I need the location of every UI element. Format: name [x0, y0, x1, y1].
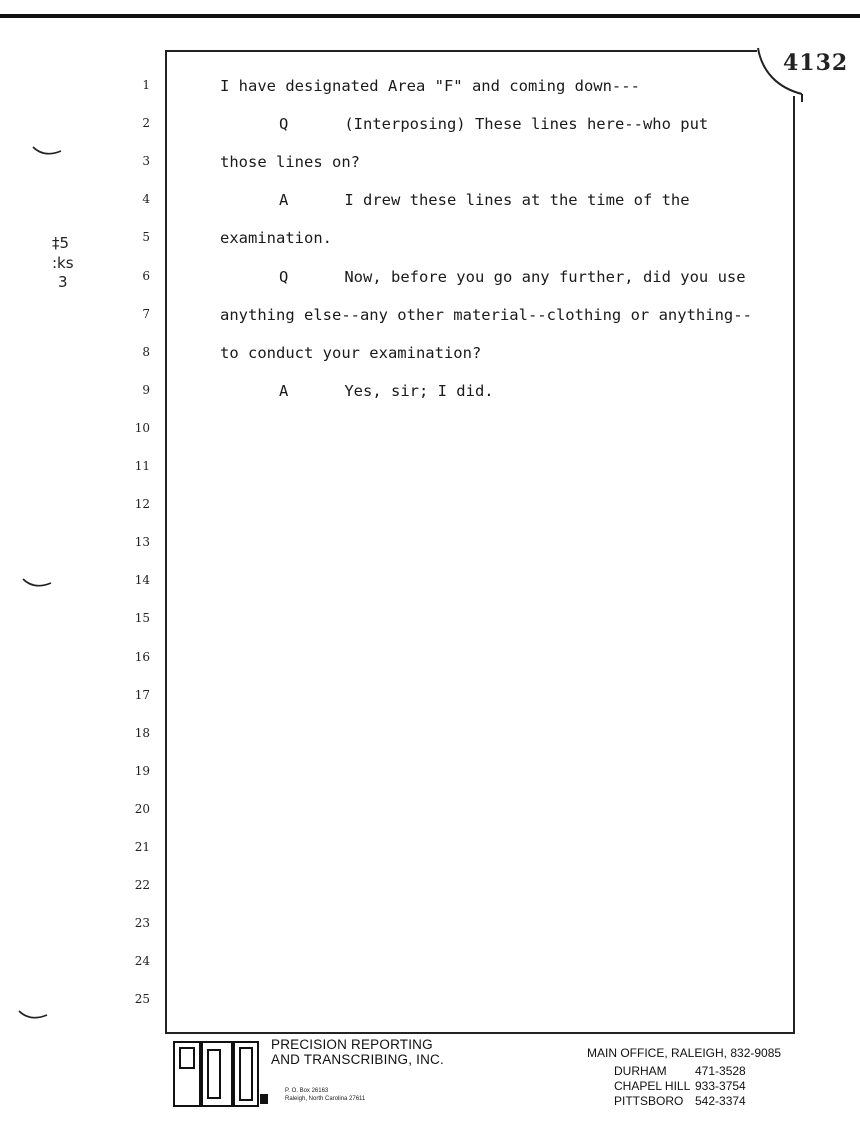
punch-hole-mark-top [32, 146, 62, 158]
margin-note-1: ‡5 [52, 234, 70, 252]
transcript-line: Q Now, before you go any further, did you use [279, 268, 746, 286]
line-number: 3 [142, 154, 150, 168]
line-number: 22 [134, 878, 150, 892]
transcript-line: Q (Interposing) These lines here--who put [279, 115, 709, 133]
margin-note-2: :ks [52, 254, 74, 272]
po-box: P. O. Box 26163 [285, 1088, 329, 1094]
line-number: 15 [134, 611, 150, 625]
line-number: 7 [142, 307, 150, 321]
office-city-1: DURHAM [614, 1064, 667, 1078]
main-office: MAIN OFFICE, RALEIGH, 832-9085 [587, 1046, 782, 1060]
line-number: 14 [134, 573, 150, 587]
page-number: 4132 [783, 50, 849, 76]
pt-logo [172, 1038, 270, 1108]
line-number: 24 [134, 954, 150, 968]
line-number: 5 [142, 230, 150, 244]
line-number: 6 [142, 269, 150, 283]
company-city: Raleigh, North Carolina 27611 [285, 1096, 366, 1102]
line-number: 4 [142, 192, 150, 206]
line-number: 8 [142, 345, 150, 359]
margin-note-3: 3 [58, 273, 68, 291]
line-number: 16 [134, 650, 150, 664]
transcript-line: A Yes, sir; I did. [279, 382, 494, 400]
office-phone-1: 471-3528 [695, 1064, 746, 1078]
line-number: 21 [134, 840, 150, 854]
top-rule [0, 14, 860, 18]
transcript-line: to conduct your examination? [220, 344, 482, 362]
line-number: 19 [134, 764, 150, 778]
transcript-line: anything else--any other material--clothing or anything-- [220, 306, 752, 324]
line-number: 1 [142, 78, 150, 92]
transcript-line: I have designated Area "F" and coming down--- [220, 77, 640, 95]
office-city-2: CHAPEL HILL [614, 1079, 691, 1093]
transcript-line: A I drew these lines at the time of the [279, 191, 690, 209]
line-number: 12 [134, 497, 150, 511]
line-number: 23 [134, 916, 150, 930]
transcript-line: those lines on? [220, 153, 360, 171]
transcript-line: examination. [220, 229, 332, 247]
office-city-3: PITTSBORO [614, 1094, 684, 1108]
line-number: 13 [134, 535, 150, 549]
line-number: 11 [134, 459, 150, 473]
punch-hole-mark-middle [22, 578, 52, 590]
punch-hole-mark-bottom [18, 1010, 48, 1022]
line-number: 25 [134, 992, 150, 1006]
line-number: 10 [134, 421, 150, 435]
line-number: 20 [134, 802, 150, 816]
line-number: 9 [142, 383, 150, 397]
office-phone-3: 542-3374 [695, 1094, 746, 1108]
company-name-line1: PRECISION REPORTING [271, 1037, 433, 1052]
line-number: 18 [134, 726, 150, 740]
company-name-line2: AND TRANSCRIBING, INC. [271, 1052, 444, 1067]
line-number: 2 [142, 116, 150, 130]
office-phone-2: 933-3754 [695, 1079, 746, 1093]
line-number: 17 [134, 688, 150, 702]
